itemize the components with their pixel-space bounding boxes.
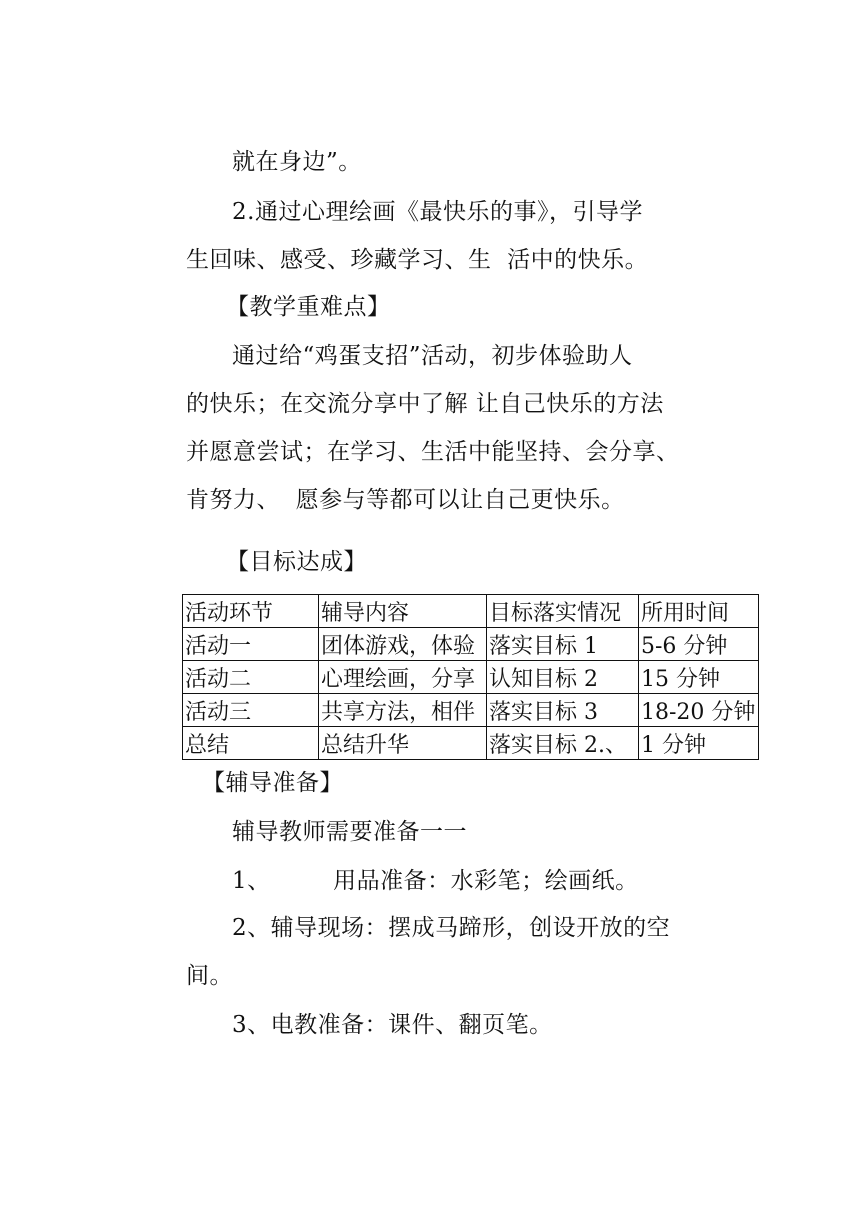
table-cell: 落实目标 2.、 <box>487 727 639 760</box>
table-cell: 活动一 <box>183 628 319 661</box>
paragraph-line: 并愿意尝试；在学习、生活中能坚持、会分享、 <box>186 439 680 465</box>
paragraph-line: 2.通过心理绘画《最快乐的事》，引导学 <box>232 199 643 225</box>
table-row <box>183 661 759 694</box>
paragraph-line: 就在身边”。 <box>232 149 362 175</box>
table-row <box>183 628 759 661</box>
table-cell: 总结升华 <box>319 727 487 760</box>
table-cell: 活动三 <box>183 694 319 727</box>
table-cell: 15 分钟 <box>639 661 759 694</box>
paragraph-line: 肯努力、 愿参与等都可以让自己更快乐。 <box>186 487 625 513</box>
table-cell: 心理绘画，分享 <box>319 661 487 694</box>
table-cell: 总结 <box>183 727 319 760</box>
table-cell: 共享方法，相伴 <box>319 694 487 727</box>
table-cell: 1 分钟 <box>639 727 759 760</box>
table-header-cell: 目标落实情况 <box>487 595 639 628</box>
paragraph-line: 生回味、感受、珍藏学习、生 活中的快乐。 <box>186 247 649 273</box>
goal-table <box>182 594 759 760</box>
table-cell: 落实目标 3 <box>487 694 639 727</box>
paragraph-line: 间。 <box>186 963 233 989</box>
paragraph-line: 的快乐；在交流分享中了解 让自己快乐的方法 <box>186 391 664 417</box>
paragraph-line: 2、辅导现场：摆成马蹄形，创设开放的空 <box>232 915 671 941</box>
paragraph-line: 辅导教师需要准备一一 <box>232 819 467 845</box>
table-cell: 团体游戏，体验 <box>319 628 487 661</box>
table-row <box>183 727 759 760</box>
table-row <box>183 694 759 727</box>
table-header-cell: 辅导内容 <box>319 595 487 628</box>
section-heading: 【教学重难点】 <box>226 294 391 320</box>
table-cell: 5-6 分钟 <box>639 628 759 661</box>
table-cell: 认知目标 2 <box>487 661 639 694</box>
table-header-cell: 所用时间 <box>639 595 759 628</box>
paragraph-line: 1、 用品准备：水彩笔；绘画纸。 <box>232 868 639 894</box>
table-header-cell: 活动环节 <box>183 595 319 628</box>
paragraph-line: 3、电教准备：课件、翻页笔。 <box>232 1012 553 1038</box>
table-header-row <box>183 595 759 628</box>
section-heading: 【辅导准备】 <box>202 770 343 796</box>
paragraph-line: 通过给“鸡蛋支招”活动，初步体验助人 <box>232 343 633 369</box>
table-cell: 落实目标 1 <box>487 628 639 661</box>
table-cell: 18-20 分钟 <box>639 694 759 727</box>
table-cell: 活动二 <box>183 661 319 694</box>
section-heading: 【目标达成】 <box>226 549 367 575</box>
